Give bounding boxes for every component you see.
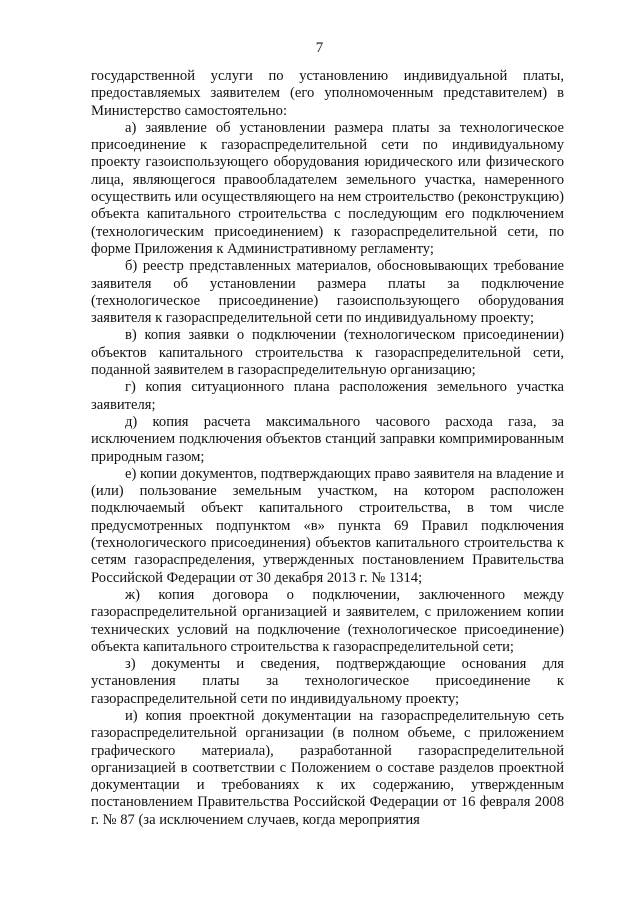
paragraph-item-i: и) копия проектной документации на газораспределительную сеть газораспределительной организации (в полном объеме, с приложением графического материала), разработанной газораспределительной организацией в соответствии с Положением о составе разделов проектной документации и требованиях к их содержанию, утвержденным постановлением Правительства Российской Федерации от 16 февраля 2008 г. № 87 (за исключением случаев, когда мероприятия	[91, 707, 564, 828]
paragraph-item-b: б) реестр представленных материалов, обосновывающих требование заявителя об установлении размера платы за подключение (технологическое присоединение) газоиспользующего оборудования заявителя к газораспределительной сети по индивидуальному проекту;	[91, 258, 564, 327]
paragraph-item-a: а) заявление об установлении размера платы за технологическое присоединение к газораспределительной сети по индивидуальному проекту газоиспользующего оборудования юридического или физического лица, являющегося правообладателем земельного участка, намеренного осуществить или осуществляющего на нем строительство (реконструкцию) объекта капитального строительства с последующим его подключением (технологическим присоединением) к газораспределительной сети, по форме Приложения к Административному регламенту;	[91, 119, 564, 257]
paragraph-item-v: в) копия заявки о подключении (технологическом присоединении) объектов капитального строительства к газораспределительной сети, поданной заявителем в газораспределительную организацию;	[91, 327, 564, 379]
paragraph-item-zh: ж) копия договора о подключении, заключенного между газораспределительной организацией и заявителем, с приложением копии технических условий на подключение (технологическое присоединение) объекта капитального строительства к газораспределительной сети;	[91, 586, 564, 655]
paragraph-item-d: д) копия расчета максимального часового расхода газа, за исключением подключения объектов станций заправки компримированным природным газом;	[91, 413, 564, 465]
paragraph-item-z: з) документы и сведения, подтверждающие основания для установления платы за технологическое присоединение к газораспределительной сети по индивидуальному проекту;	[91, 656, 564, 707]
page-number: 7	[315, 40, 324, 56]
paragraph-item-g: г) копия ситуационного плана расположения земельного участка заявителя;	[91, 379, 564, 413]
paragraph-item-e: е) копии документов, подтверждающих право заявителя на владение и (или) пользование земельным участком, на котором расположен подключаемый объект капитального строительства, в том числе предусмотренных подпунктом «в» пункта 69 Правил подключения (технологического присоединения) объектов капитального строительства к сетям газораспределения, утвержденных постановлением Правительства Российской Федерации от 30 декабря 2013 г. № 1314;	[91, 465, 564, 586]
paragraph-intro: государственной услуги по установлению индивидуальной платы, предоставляемых заявителем (его уполномоченным представителем) в Министерство самостоятельно:	[91, 68, 564, 119]
document-body	[91, 68, 564, 829]
